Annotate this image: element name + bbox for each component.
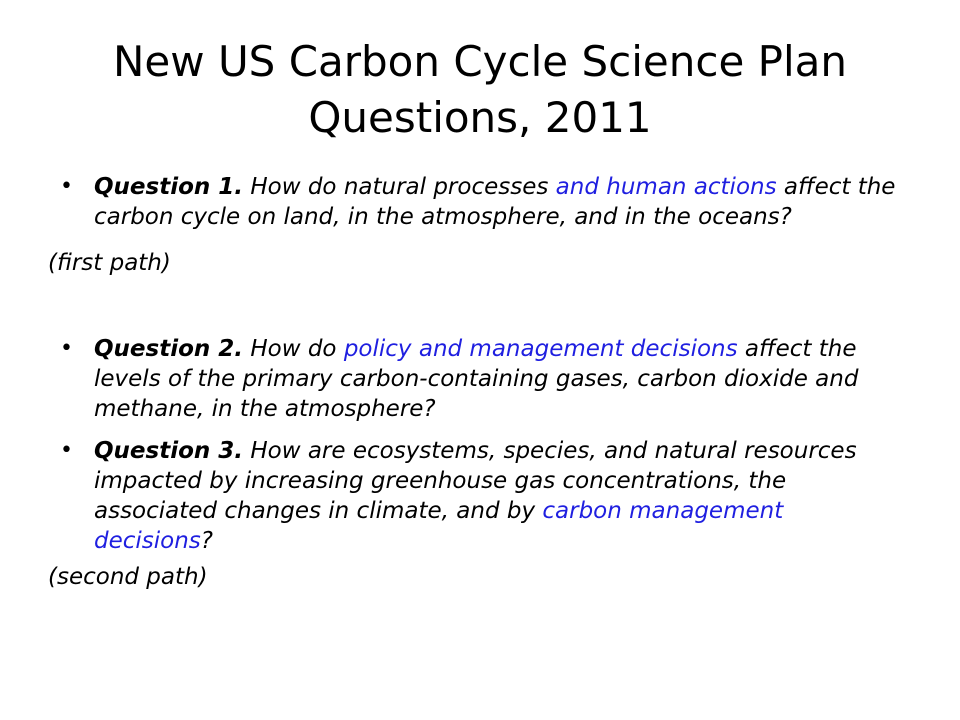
- question-1-highlight: and human actions: [555, 174, 777, 200]
- question-3-text-before: How are ecosystems, species, and natural resources impacted by increasing greenhouse gas concentrations, the associated changes in climate, and by: [94, 438, 857, 524]
- bullet-icon: •: [60, 336, 73, 361]
- bullet-icon: •: [60, 438, 73, 463]
- slide-content: [48, 170, 908, 592]
- question-3-text-after: ?: [200, 528, 214, 554]
- question-1-text-after: affect the carbon cycle on land, in the atmosphere, and in the oceans?: [94, 174, 896, 230]
- question-3-highlight: carbon management decisions: [94, 498, 784, 554]
- question-2-text-after: affect the levels of the primary carbon-containing gases, carbon dioxide and methane, in the atmosphere?: [94, 336, 859, 422]
- question-1-text-before: How do natural processes: [243, 174, 556, 200]
- question-3-label: Question 3.: [94, 438, 244, 464]
- first-path-label: (first path): [48, 250, 171, 276]
- question-2-text-before: How do: [243, 336, 344, 362]
- question-2-highlight: policy and management decisions: [343, 336, 738, 362]
- question-1-label: Question 1.: [94, 174, 244, 200]
- bullet-icon: •: [60, 174, 73, 199]
- question-2-label: Question 2.: [94, 336, 244, 362]
- title-line-2: Questions, 2011: [308, 93, 652, 142]
- question-2-item: [48, 334, 908, 424]
- title-line-1: New US Carbon Cycle Science Plan: [112, 37, 847, 86]
- second-path-label: (second path): [48, 564, 208, 590]
- slide-title: [60, 34, 900, 146]
- question-3-item: [48, 436, 908, 556]
- question-1-item: [48, 172, 908, 232]
